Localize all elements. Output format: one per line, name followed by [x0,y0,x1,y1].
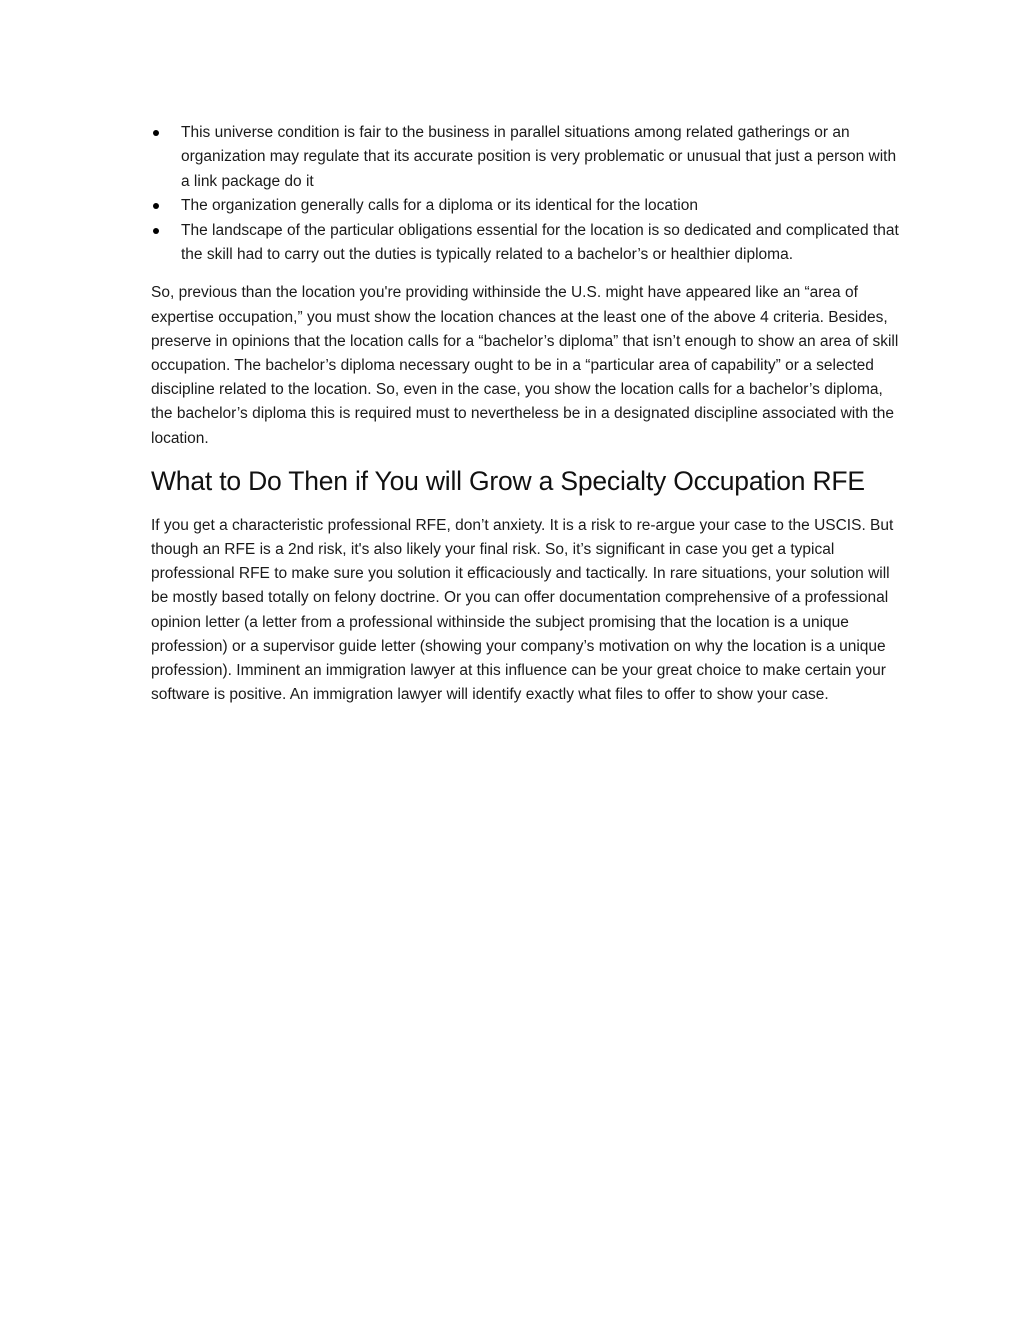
list-item-text: The landscape of the particular obligations essential for the location is so dedicated and complicated that the skill had to carry out the duties is typically related to a bachelor’s or healthier diploma. [181,221,899,264]
list-item [151,121,903,194]
body-paragraph-rfe-response: If you get a characteristic professional RFE, don’t anxiety. It is a risk to re-argue your case to the USCIS. But though an RFE is a 2nd risk, it's also likely your final risk. So, it’s significant in case you get a typical professional RFE to make sure you solution it efficaciously and tactically. In rare situations, your solution will be mostly based totally on felony doctrine. Or you can offer documentation comprehensive of a professional opinion letter (a letter from a professional withinside the subject promising that the location is a unique profession) or a supervisor guide letter (showing your company’s motivation on why the location is a unique profession). Imminent an immigration lawyer at this influence can be your great choice to make certain your software is positive. An immigration lawyer will identify exactly what files to offer to show your case. [151,516,894,704]
list-item [151,194,903,218]
bullet-icon [153,228,159,234]
criteria-bullet-list [151,121,903,267]
bullet-icon [153,203,159,209]
body-paragraph-criteria: So, previous than the location you're providing withinside the U.S. might have appeared like an “area of expertise occupation,” you must show the location chances at the least one of the above 4 criteria. Besides, preserve in opinions that the location calls for a “bachelor’s diploma” that isn’t enough to show an area of skill occupation. The bachelor’s diploma necessary ought to be in a “particular area of capability” or a selected discipline related to the location. So, even in the case, you show the location calls for a bachelor’s diploma, the bachelor’s diploma this is required must to nevertheless be in a designated discipline associated with the location. [151,284,899,447]
bullet-icon [153,130,159,136]
document-body [151,121,903,707]
list-item-text: The organization generally calls for a diploma or its identical for the location [181,197,698,215]
section-heading: What to Do Then if You will Grow a Specialty Occupation RFE [151,465,865,496]
list-item [151,219,903,268]
list-item-text: This universe condition is fair to the business in parallel situations among related gatherings or an organization may regulate that its accurate position is very problematic or unusual that just a person with a link package do it [181,124,897,190]
